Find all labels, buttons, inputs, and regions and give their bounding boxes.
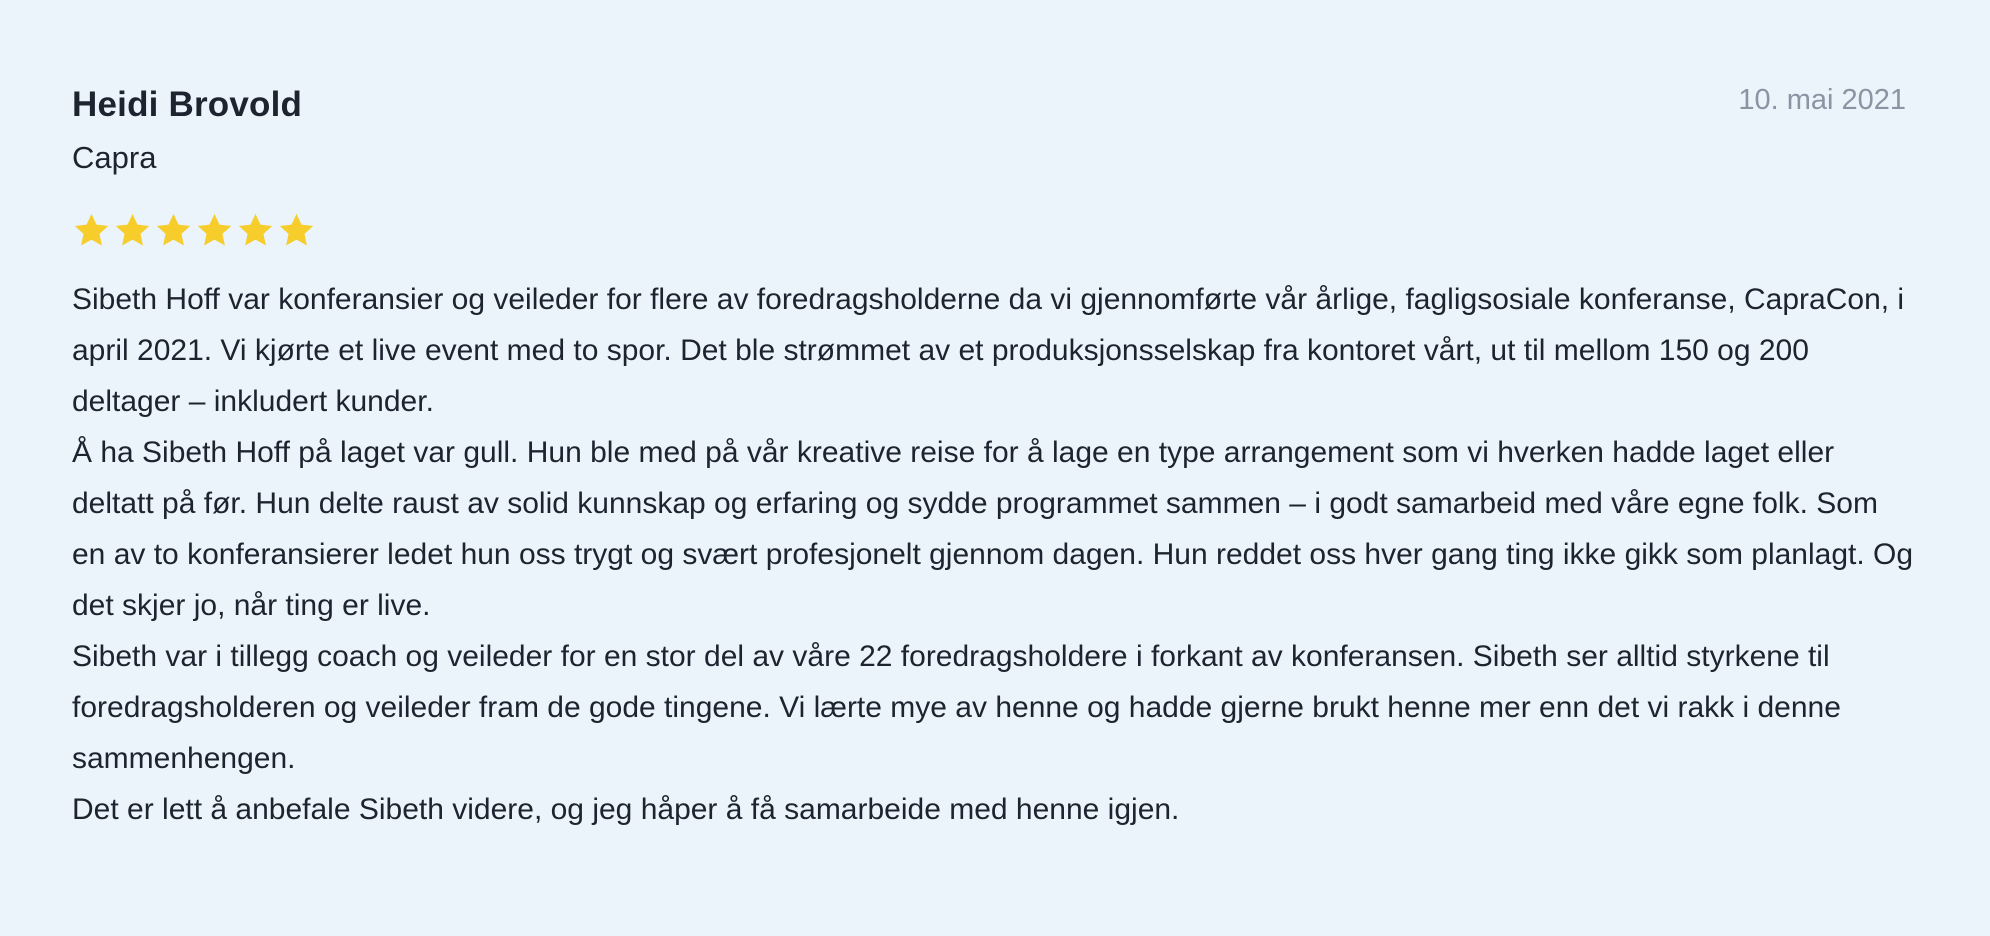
review-paragraph: Sibeth Hoff var konferansier og veileder for flere av foredragsholderne da vi gjennomførte vår årlige, fagligsosiale konferanse, CapraCon, i april 2021. Vi kjørte et live event med to spor. Det ble strømmet av et produksjonsselskap fra kontoret vårt, ut til mellom 150 og 200 deltager – inkludert kunder.	[72, 283, 1905, 418]
star-icon	[277, 211, 316, 250]
star-icon	[195, 211, 234, 250]
star-icon	[236, 211, 275, 250]
reviewer-company: Capra	[72, 140, 157, 175]
review-paragraph: Det er lett å anbefale Sibeth videre, og jeg håper å få samarbeide med henne igjen.	[72, 793, 1180, 826]
star-icon	[72, 211, 111, 250]
review-paragraph: Sibeth var i tillegg coach og veileder for en stor del av våre 22 foredragsholdere i forkant av konferansen. Sibeth ser alltid styrkene til foredragsholderen og veileder fram de gode tingene. Vi lærte mye av henne og hadde gjerne brukt henne mer enn det vi rakk i denne sammenhengen.	[72, 640, 1841, 775]
review-paragraph: Å ha Sibeth Hoff på laget var gull. Hun ble med på vår kreative reise for å lage en type arrangement som vi hverken hadde laget eller deltatt på før. Hun delte raust av solid kunnskap og erfaring og sydde programmet sammen – i godt samarbeid med våre egne folk. Som en av to konferansierer ledet hun oss trygt og svært profesjonelt gjennom dagen. Hun reddet oss hver gang ting ikke gikk som planlagt. Og det skjer jo, når ting er live.	[72, 436, 1914, 622]
review-header	[72, 82, 1918, 128]
review-date: 10. mai 2021	[1738, 84, 1906, 116]
star-icon	[113, 211, 152, 250]
star-icon	[154, 211, 193, 250]
review-body	[72, 274, 1918, 835]
star-rating	[72, 208, 1918, 252]
reviewer-name: Heidi Brovold	[72, 85, 303, 124]
